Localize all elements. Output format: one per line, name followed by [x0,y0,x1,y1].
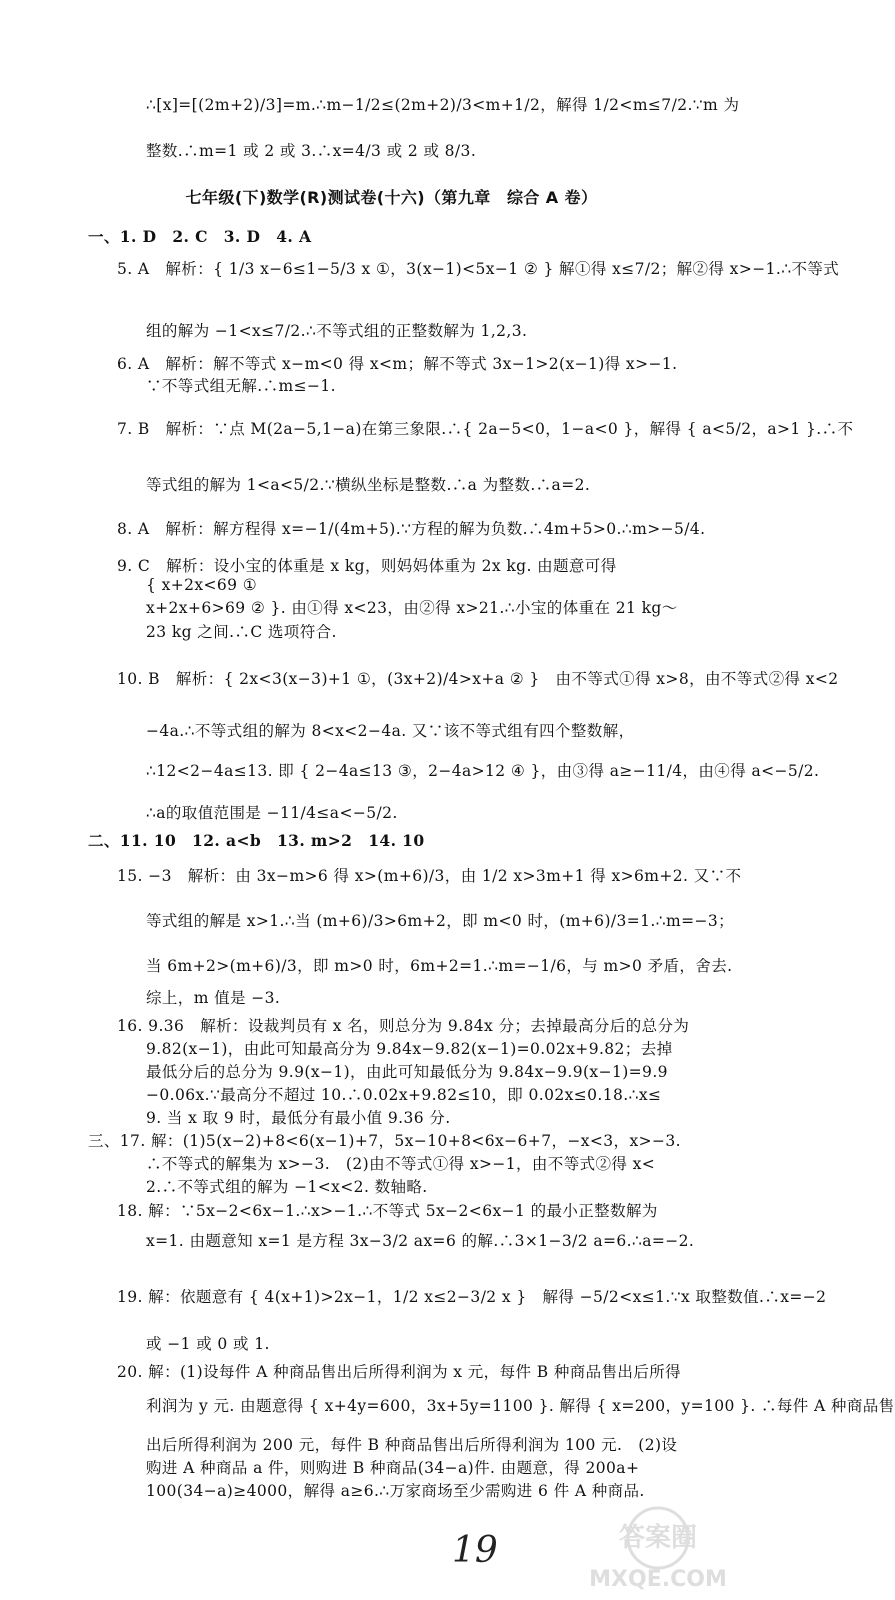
answer-line: 23 kg 之间.∴C 选项符合. [146,623,337,641]
watermark-logo [538,1502,778,1594]
answer-line: 7. B 解析：∵点 M(2a−5,1−a)在第三象限.∴{ 2a−5<0，1−a<0 }，解得 { a<5/2，a>1 }.∴不 [117,420,854,438]
answer-line: 9. 当 x 取 9 时，最低分有最小值 9.36 分. [146,1109,451,1127]
answer-line: 8. A 解析：解方程得 x=−1/(4m+5).∵方程的解为负数.∴4m+5>0.∴m>−5/4. [117,520,706,538]
answer-line: ∴[x]=[(2m+2)/3]=m.∴m−1/2≤(2m+2)/3<m+1/2，解得 1/2<m≤7/2.∵m 为 [146,96,740,114]
answer-line: 等式组的解是 x>1.∴当 (m+6)/3>6m+2，即 m<0 时，(m+6)/3=1.∴m=−3； [146,912,735,930]
answer-line: −0.06x.∵最高分不超过 10.∴0.02x+9.82≤10，即 0.02x≤0.18.∴x≤ [146,1086,662,1104]
answer-line: x=1. 由题意知 x=1 是方程 3x−3/2 ax=6 的解.∴3×1−3/2 a=6.∴a=−2. [146,1232,695,1250]
answer-line: 出后所得利润为 200 元，每件 B 种商品售出后所得利润为 100 元. (2)设 [146,1436,678,1454]
answer-line: 二、11. 10 12. a<b 13. m>2 14. 10 [88,831,425,850]
watermark-text-url: MXQE.COM [589,1567,727,1592]
answer-line: 5. A 解析：{ 1/3 x−6≤1−5/3 x ①，3(x−1)<5x−1 ② } 解①得 x≤7/2；解②得 x>−1.∴不等式 [117,260,840,278]
watermark-text-cn: 答案圈 [618,1523,698,1553]
test-title: 七年级(下)数学(R)测试卷(十六)（第九章 综合 A 卷） [185,187,598,207]
answer-line: 当 6m+2>(m+6)/3，即 m>0 时，6m+2=1.∴m=−1/6，与 m>0 矛盾，舍去. [146,957,733,975]
answer-line: 或 −1 或 0 或 1. [146,1335,270,1353]
answer-line: 2.∴不等式组的解为 −1<x<2. 数轴略. [146,1178,428,1196]
answer-line: 最低分后的总分为 9.9(x−1)，由此可知最低分为 9.84x−9.9(x−1)=9.9 [146,1063,668,1081]
answer-line: 15. −3 解析：由 3x−m>6 得 x>(m+6)/3，由 1/2 x>3m+1 得 x>6m+2. 又∵不 [117,867,742,885]
answer-line: 18. 解：∵5x−2<6x−1.∴x>−1.∴不等式 5x−2<6x−1 的最小正整数解为 [117,1202,658,1220]
handwritten-page-number: 19 [452,1530,498,1571]
answer-line: 综上，m 值是 −3. [146,989,281,1007]
answer-line: ∵不等式组无解.∴m≤−1. [146,377,336,395]
answer-line: 9. C 解析：设小宝的体重是 x kg，则妈妈体重为 2x kg. 由题意可得 [117,557,617,575]
answer-line: x+2x+6>69 ② }. 由①得 x<23，由②得 x>21.∴小宝的体重在 21 kg～ [146,599,678,617]
answer-line: −4a.∴不等式组的解为 8<x<2−4a. 又∵该不等式组有四个整数解， [146,722,635,740]
answer-line: ∴12<2−4a≤13. 即 { 2−4a≤13 ③，2−4a>12 ④ }，由③得 a≥−11/4，由④得 a<−5/2. [146,762,820,780]
answer-line: 9.82(x−1)，由此可知最高分为 9.84x−9.82(x−1)=0.02x+9.82；去掉 [146,1040,673,1058]
answer-line: 16. 9.36 解析：设裁判员有 x 名，则总分为 9.84x 分；去掉最高分后的总分为 [117,1017,690,1035]
answer-line: 19. 解：依题意有 { 4(x+1)>2x−1，1/2 x≤2−3/2 x } 解得 −5/2<x≤1.∵x 取整数值.∴x=−2 [117,1288,827,1306]
answer-line: 10. B 解析：{ 2x<3(x−3)+1 ①，(3x+2)/4>x+a ② } 由不等式①得 x>8，由不等式②得 x<2 [117,670,839,688]
answer-line: 组的解为 −1<x≤7/2.∴不等式组的正整数解为 1,2,3. [146,322,528,340]
answer-line: 一、1. D 2. C 3. D 4. A [88,227,312,246]
answer-line: 等式组的解为 1<a<5/2.∵横纵坐标是整数.∴a 为整数.∴a=2. [146,476,591,494]
answer-line: 购进 A 种商品 a 件，则购进 B 种商品(34−a)件. 由题意，得 200a+ [146,1459,640,1477]
answer-line: 利润为 y 元. 由题意得 { x+4y=600，3x+5y=1100 }. 解得 { x=200，y=100 }. ∴每件 A 种商品售 [146,1397,895,1415]
answer-line: 6. A 解析：解不等式 x−m<0 得 x<m；解不等式 3x−1>2(x−1)得 x>−1. [117,355,678,373]
answer-line: 100(34−a)≥4000，解得 a≥6.∴万家商场至少需购进 6 件 A 种商品. [146,1482,645,1500]
answer-line: ∴a的取值范围是 −11/4≤a<−5/2. [146,804,398,822]
answer-line: ∴不等式的解集为 x>−3. (2)由不等式①得 x>−1，由不等式②得 x< [146,1155,656,1173]
answer-line: 整数.∴m=1 或 2 或 3.∴x=4/3 或 2 或 8/3. [146,142,477,160]
answer-line: { x+2x<69 ① [146,576,258,594]
answer-line: 20. 解：(1)设每件 A 种商品售出后所得利润为 x 元，每件 B 种商品售出后所得 [117,1363,682,1381]
answer-line: 三、17. 解：(1)5(x−2)+8<6(x−1)+7，5x−10+8<6x−6+7，−x<3，x>−3. [88,1132,681,1150]
